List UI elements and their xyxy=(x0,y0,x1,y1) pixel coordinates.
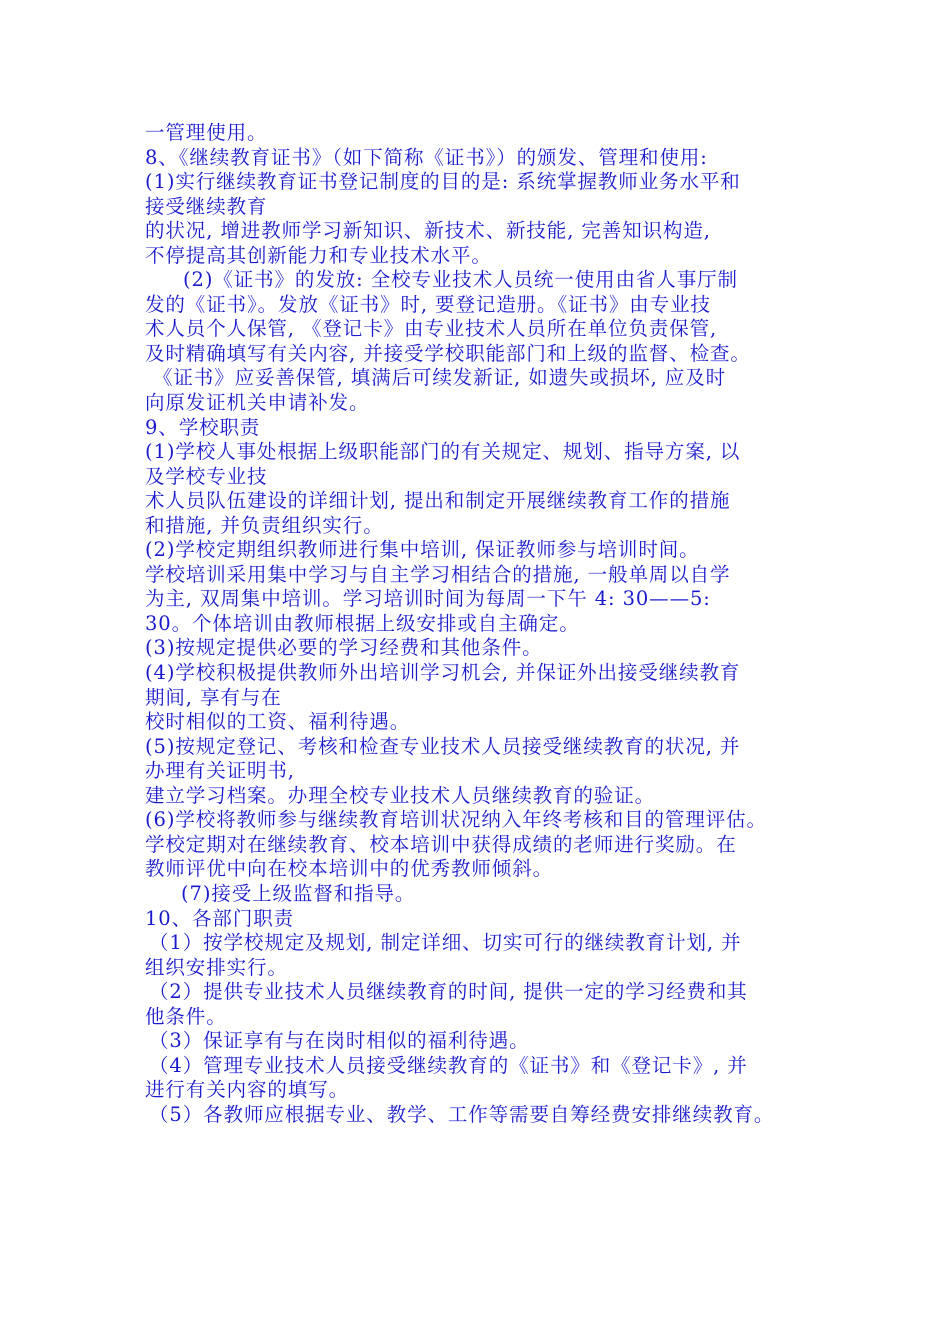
text-line: 学校培训采用集中学习与自主学习相结合的措施, 一般单周以自学 xyxy=(145,562,731,586)
section-heading-9: 9、学校职责 xyxy=(145,415,261,439)
text-line: 建立学习档案。办理全校专业技术人员继续教育的验证。 xyxy=(145,783,656,807)
text-line: 组织安排实行。 xyxy=(145,955,288,979)
text-line: 他条件。 xyxy=(145,1004,227,1028)
text-line: (2)《证书》的发放: 全校专业技术人员统一使用由省人事厅制 xyxy=(183,268,738,292)
text-line: 及时精确填写有关内容, 并接受学校职能部门和上级的监督、检查。 xyxy=(145,341,751,365)
text-line: 及学校专业技 xyxy=(145,464,268,488)
text-line: （5）各教师应根据专业、教学、工作等需要自筹经费安排继续教育。 xyxy=(149,1102,775,1126)
text-line: 发的《证书》。发放《证书》时, 要登记造册。《证书》由专业技 xyxy=(145,292,711,316)
text-line: 《证书》应妥善保管, 填满后可续发新证, 如遗失或损坏, 应及时 xyxy=(153,366,726,390)
text-line: 期间, 享有与在 xyxy=(145,685,282,709)
text-line: 学校定期对在继续教育、校本培训中获得成绩的老师进行奖励。在 xyxy=(145,832,737,856)
text-line: （1）按学校规定及规划, 制定详细、切实可行的继续教育计划, 并 xyxy=(149,931,742,955)
text-line: 术人员个人保管, 《登记卡》由专业技术人员所在单位负责保管, xyxy=(145,317,718,341)
section-heading-8: 8、《继续教育证书》（如下简称《证书》）的颁发、管理和使用: xyxy=(145,145,708,169)
text-line: 办理有关证明书, xyxy=(145,759,295,783)
text-line: 向原发证机关申请补发。 xyxy=(145,391,370,415)
text-line: 接受继续教育 xyxy=(145,194,268,218)
text-line: （2）提供专业技术人员继续教育的时间, 提供一定的学习经费和其 xyxy=(149,980,748,1004)
text-line: 校时相似的工资、福利待遇。 xyxy=(145,710,411,734)
text-line: (5)按规定登记、考核和检查专业技术人员接受继续教育的状况, 并 xyxy=(145,734,741,758)
text-line: 的状况, 增进教师学习新知识、新技术、新技能, 完善知识构造, xyxy=(145,219,711,243)
text-line: (2)学校定期组织教师进行集中培训, 保证教师参与培训时间。 xyxy=(145,538,700,562)
text-line: (1)实行继续教育证书登记制度的目的是: 系统掌握教师业务水平和 xyxy=(145,170,741,194)
text-line: 为主, 双周集中培训。学习培训时间为每周一下午 4: 30——5: xyxy=(145,587,711,611)
text-line: 一管理使用。 xyxy=(145,121,268,144)
text-line: （4）管理专业技术人员接受继续教育的《证书》和《登记卡》, 并 xyxy=(149,1053,748,1077)
document-body xyxy=(145,121,825,1127)
text-line: 进行有关内容的填写。 xyxy=(145,1078,350,1102)
text-line: 术人员队伍建设的详细计划, 提出和制定开展继续教育工作的措施 xyxy=(145,489,731,513)
text-line: 30。个体培训由教师根据上级安排或自主确定。 xyxy=(145,611,580,635)
text-line: (3)按规定提供必要的学习经费和其他条件。 xyxy=(145,636,543,660)
text-line: 不停提高其创新能力和专业技术水平。 xyxy=(145,243,492,267)
section-heading-10: 10、各部门职责 xyxy=(145,906,295,930)
text-line: (7)接受上级监督和指导。 xyxy=(181,881,416,905)
text-line: 和措施, 并负责组织实行。 xyxy=(145,513,384,537)
text-line: (4)学校积极提供教师外出培训学习机会, 并保证外出接受继续教育 xyxy=(145,661,741,685)
text-line: （3）保证享有与在岗时相似的福利待遇。 xyxy=(149,1029,530,1053)
text-line: 教师评优中向在校本培训中的优秀教师倾斜。 xyxy=(145,857,554,881)
text-line: (6)学校将教师参与继续教育培训状况纳入年终考核和目的管理评估。 xyxy=(145,808,767,832)
text-line: (1)学校人事处根据上级职能部门的有关规定、规划、指导方案, 以 xyxy=(145,440,741,464)
